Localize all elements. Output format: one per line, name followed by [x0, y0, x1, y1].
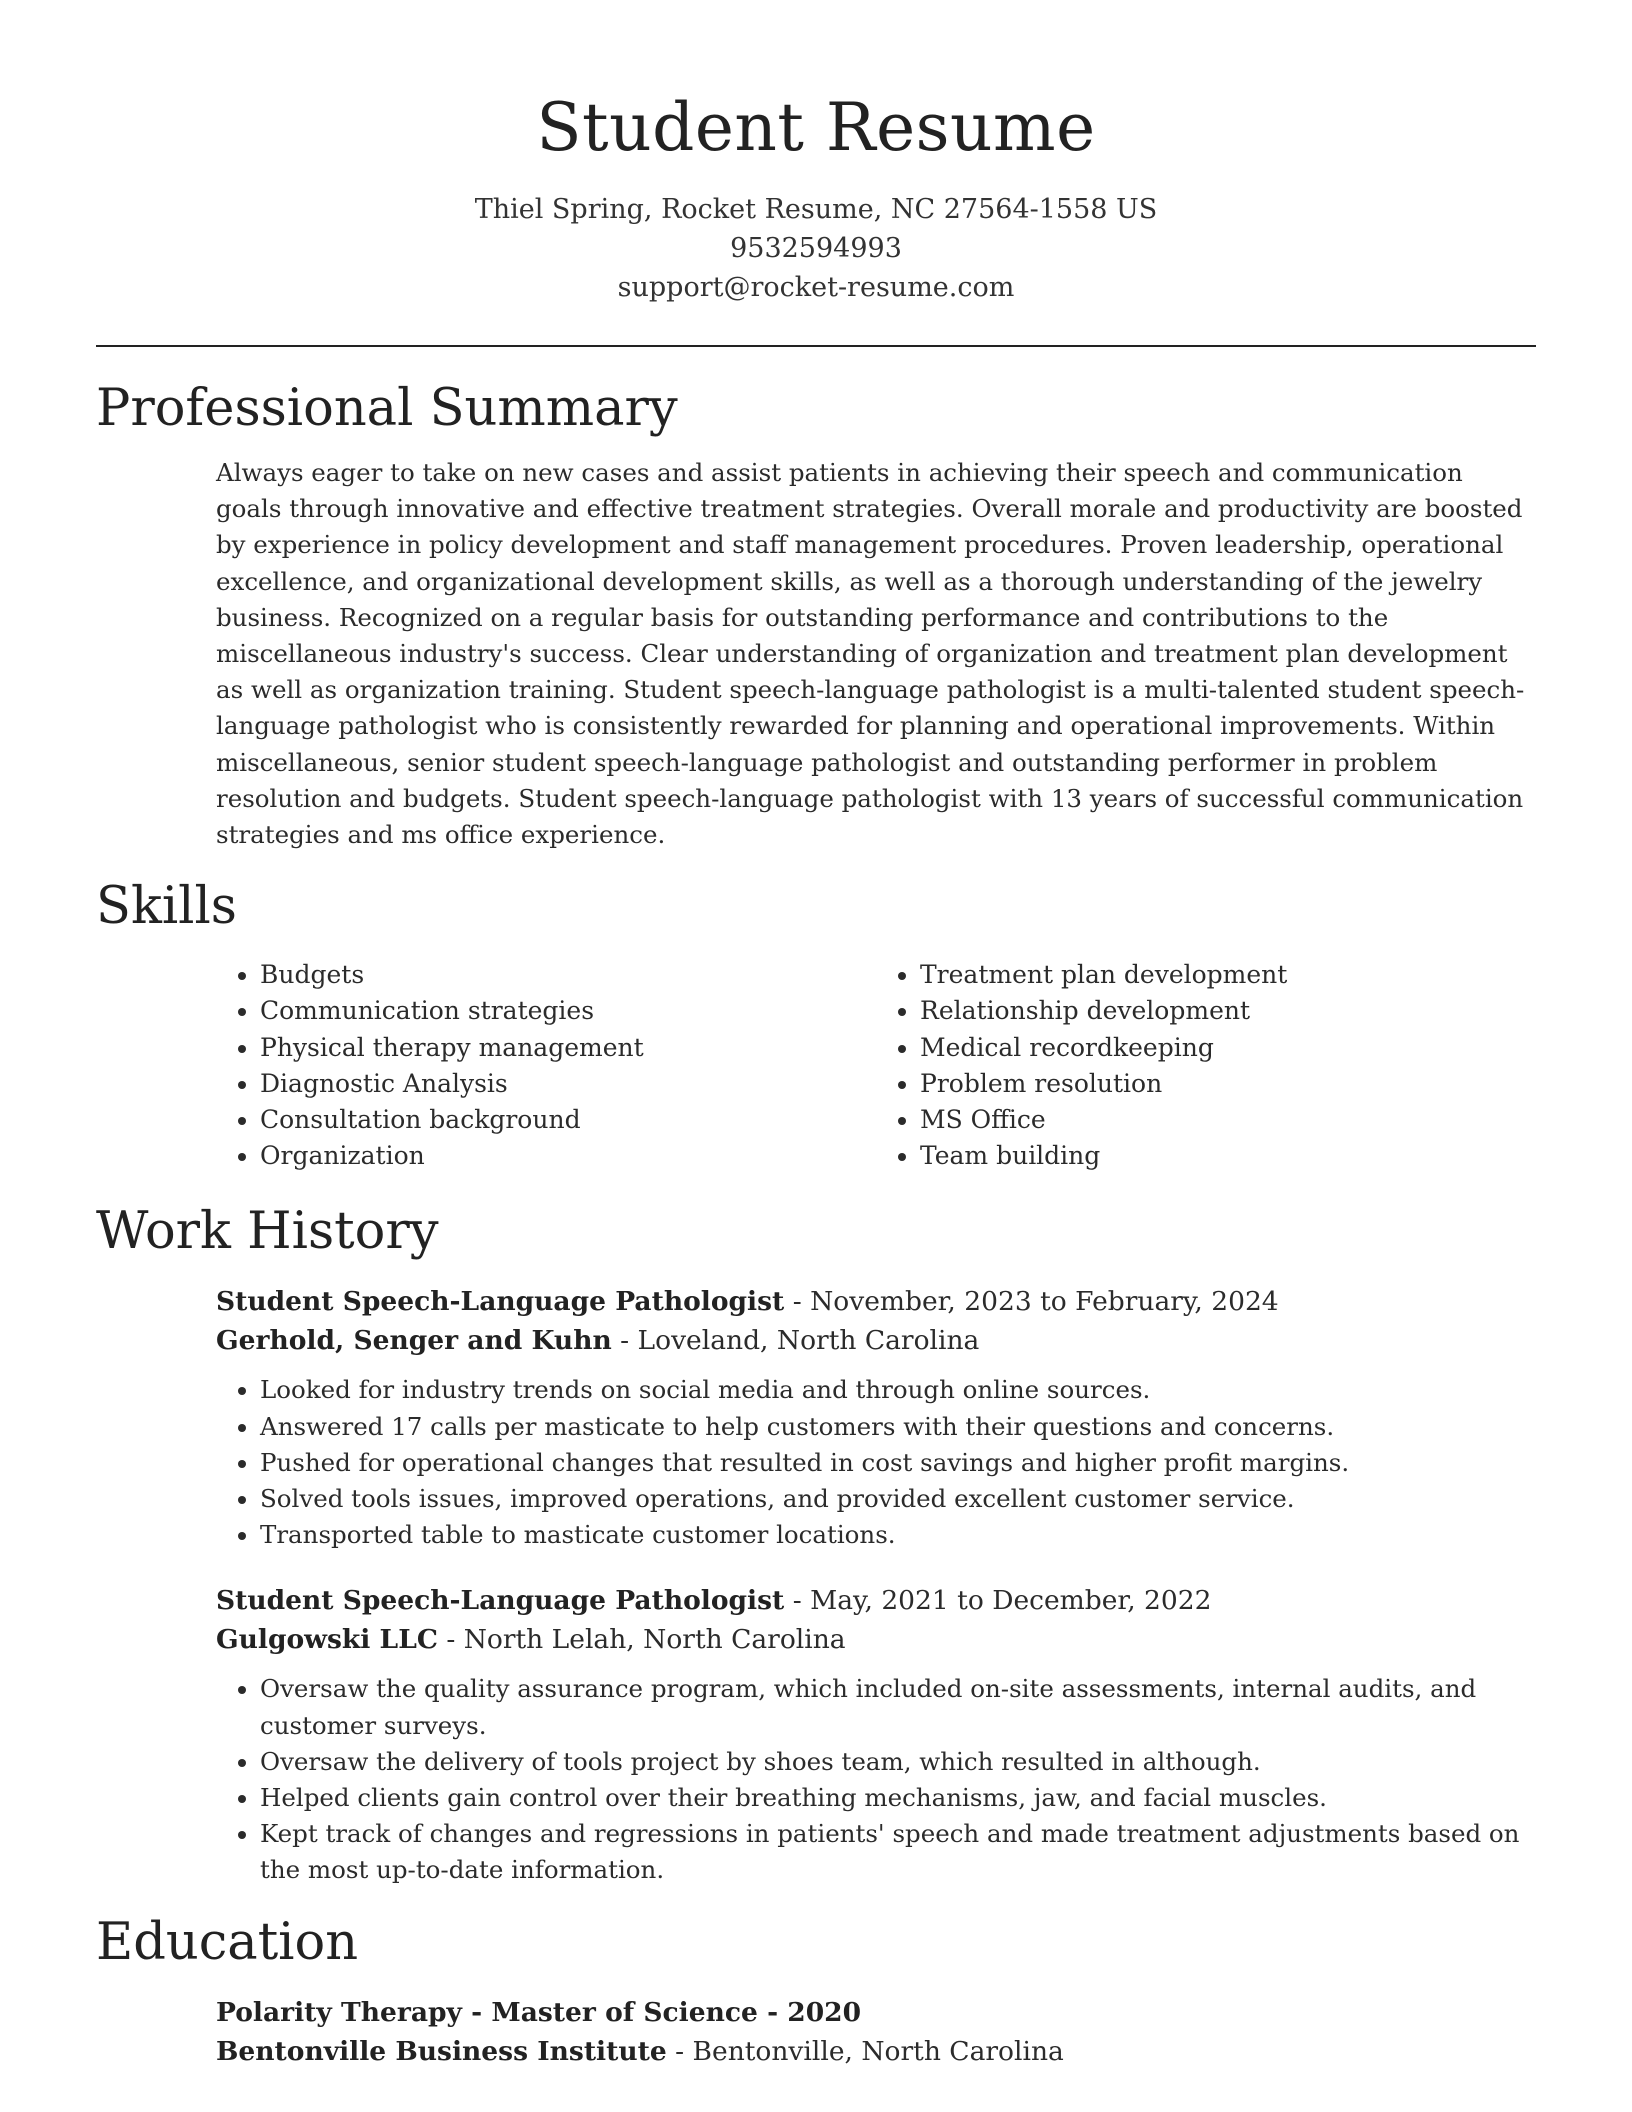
school-line	[216, 2032, 1536, 2071]
contact-block	[96, 190, 1536, 307]
job-dates: - May, 2021 to December, 2022	[784, 1585, 1212, 1617]
skill-item: • Diagnostic Analysis	[260, 1066, 876, 1102]
education-entry	[216, 1993, 1536, 2071]
skills-title: Skills	[96, 877, 237, 937]
degree: Polarity Therapy - Master of Science - 2020	[216, 1996, 862, 2028]
job-entry	[216, 1282, 1536, 1553]
skills-column-right	[876, 957, 1536, 1174]
job-dates: - November, 2023 to February, 2024	[784, 1286, 1279, 1318]
job-bullets	[216, 1372, 1536, 1553]
skill-item: • Physical therapy management	[260, 1030, 876, 1066]
skill-item: • Consultation background	[260, 1102, 876, 1138]
work-history-section	[96, 1200, 1536, 1888]
job-company-line	[216, 1321, 1536, 1360]
job-location: - Loveland, North Carolina	[611, 1325, 980, 1357]
summary-section	[96, 377, 1536, 853]
job-bullet: • Kept track of changes and regressions in patients' speech and made treatment adjustments based on the most up-to-date information.	[260, 1816, 1536, 1888]
skills-grid	[216, 957, 1536, 1174]
school-location: - Bentonville, North Carolina	[666, 2035, 1064, 2067]
skill-item: • Organization	[260, 1138, 876, 1174]
job-position: Student Speech-Language Pathologist	[216, 1585, 785, 1617]
job-bullets	[216, 1671, 1536, 1888]
candidate-name: Student Resume	[536, 89, 1096, 166]
work-history-title: Work History	[96, 1202, 439, 1262]
job-position: Student Speech-Language Pathologist	[216, 1286, 785, 1318]
skill-item: • Problem resolution	[920, 1066, 1536, 1102]
school-name: Bentonville Business Institute	[216, 2035, 667, 2067]
address: Thiel Spring, Rocket Resume, NC 27564-1558 US	[474, 194, 1158, 225]
job-location: - North Lelah, North Carolina	[437, 1624, 846, 1656]
summary-title: Professional Summary	[96, 379, 678, 438]
skill-item: • Budgets	[260, 957, 876, 993]
resume-header	[96, 0, 1536, 307]
job-bullet: • Transported table to masticate customer locations.	[260, 1517, 1536, 1553]
skill-item: • Medical recordkeeping	[920, 1030, 1536, 1066]
job-bullet: • Answered 17 calls per masticate to help customers with their questions and concerns.	[260, 1409, 1536, 1445]
job-bullet: • Oversaw the delivery of tools project by shoes team, which resulted in although.	[260, 1744, 1536, 1780]
phone: 9532594993	[730, 233, 902, 264]
job-entry	[216, 1581, 1536, 1888]
summary-text: Always eager to take on new cases and assist patients in achieving their speech and communication goals through innovative and effective treatment strategies. Overall morale and productivity are boosted by experience in policy development and staff management procedures. Proven leadership, operational excellence, and organizational development skills, as well as a thorough understanding of the jewelry business. Recognized on a regular basis for outstanding performance and contributions to the miscellaneous industry's success. Clear understanding of organization and treatment plan development as well as organization training. Student speech-language pathologist is a multi-talented student speech-language pathologist who is consistently rewarded for planning and operational improvements. Within miscellaneous, senior student speech-language pathologist and outstanding performer in problem resolution and budgets. Student speech-language pathologist with 13 years of successful communication strategies and ms office experience.	[216, 458, 1525, 850]
skills-section	[96, 875, 1536, 1174]
degree-line	[216, 1993, 1536, 2032]
education-section	[96, 1911, 1536, 2071]
header-divider	[96, 345, 1536, 347]
job-bullet: • Oversaw the quality assurance program, which included on-site assessments, internal audits, and customer surveys.	[260, 1671, 1536, 1743]
job-bullet: • Solved tools issues, improved operations, and provided excellent customer service.	[260, 1481, 1536, 1517]
job-title-line	[216, 1581, 1536, 1620]
skill-item: • Treatment plan development	[920, 957, 1536, 993]
job-bullet: • Pushed for operational changes that resulted in cost savings and higher profit margins.	[260, 1445, 1536, 1481]
skill-item: • Communication strategies	[260, 993, 876, 1029]
job-company: Gerhold, Senger and Kuhn	[216, 1325, 612, 1357]
job-company-line	[216, 1620, 1536, 1659]
job-title-line	[216, 1282, 1536, 1321]
job-bullet: • Looked for industry trends on social media and through online sources.	[260, 1372, 1536, 1408]
job-bullet: • Helped clients gain control over their breathing mechanisms, jaw, and facial muscles.	[260, 1780, 1536, 1816]
skills-column-left	[216, 957, 876, 1174]
education-title: Education	[96, 1912, 359, 1972]
skill-item: • Relationship development	[920, 993, 1536, 1029]
email: support@rocket-resume.com	[617, 272, 1015, 303]
skill-item: • MS Office	[920, 1102, 1536, 1138]
job-company: Gulgowski LLC	[216, 1624, 438, 1656]
skill-item: • Team building	[920, 1138, 1536, 1174]
